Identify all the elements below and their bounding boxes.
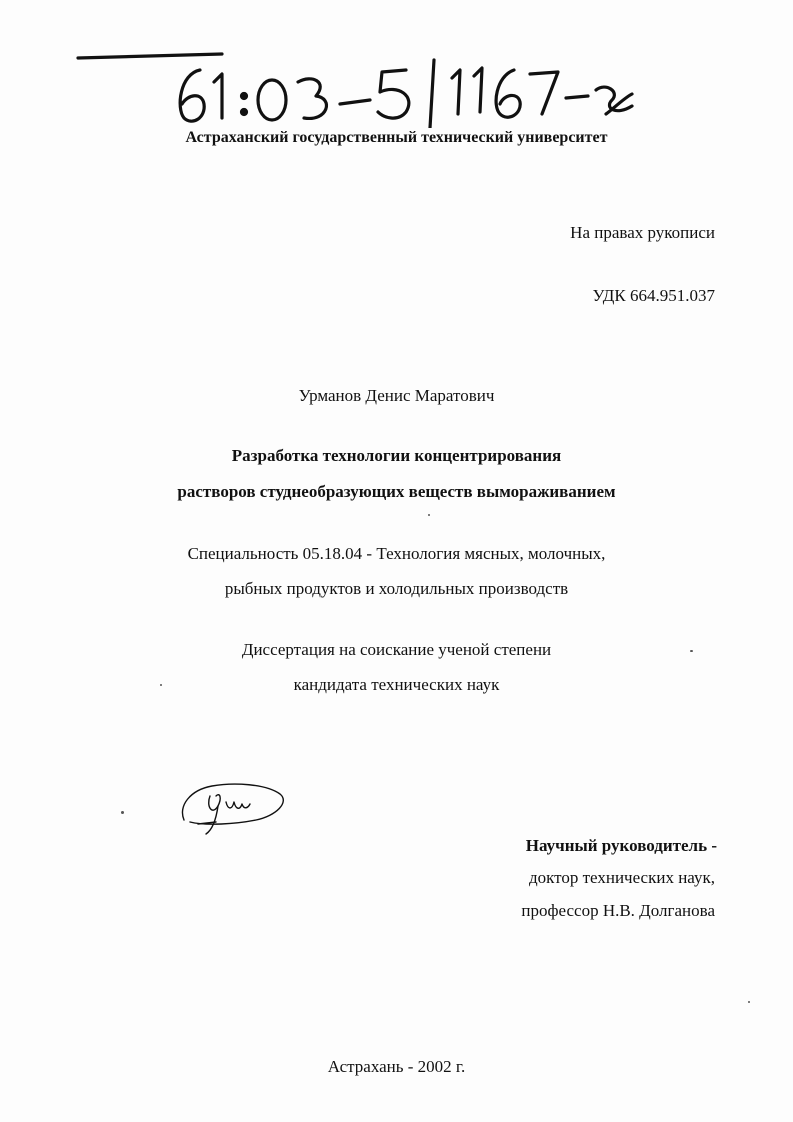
specialty-line-2: рыбных продуктов и холодильных производств: [224, 579, 569, 598]
udc-code: УДК 664.951.037: [592, 286, 715, 305]
scan-speck: [748, 1001, 750, 1003]
university-name: Астраханский государственный технический университет: [185, 129, 608, 146]
title-line-1: Разработка технологии концентрирования: [231, 446, 562, 465]
specialty-line-1: Специальность 05.18.04 - Технология мясных, молочных,: [187, 544, 606, 563]
title-line-2: растворов студнеобразующих веществ вымораживанием: [177, 482, 616, 501]
manuscript-note: На правах рукописи: [570, 223, 715, 242]
handwritten-archive-mark: [72, 48, 672, 128]
supervisor-degree: доктор технических наук,: [528, 868, 715, 887]
supervisor-label: Научный руководитель -: [525, 836, 717, 855]
supervisor-name: профессор Н.В. Долганова: [521, 901, 715, 920]
author-signature: [176, 776, 294, 838]
scan-speck: [160, 684, 162, 686]
dissertation-line-1: Диссертация на соискание ученой степени: [241, 640, 552, 659]
scan-speck: [428, 514, 430, 516]
scan-speck: [690, 650, 693, 652]
author-name: Урманов Денис Маратович: [298, 386, 495, 405]
scan-speck: [121, 811, 124, 814]
city-year: Астрахань - 2002 г.: [327, 1057, 466, 1076]
dissertation-line-2: кандидата технических наук: [293, 675, 500, 694]
